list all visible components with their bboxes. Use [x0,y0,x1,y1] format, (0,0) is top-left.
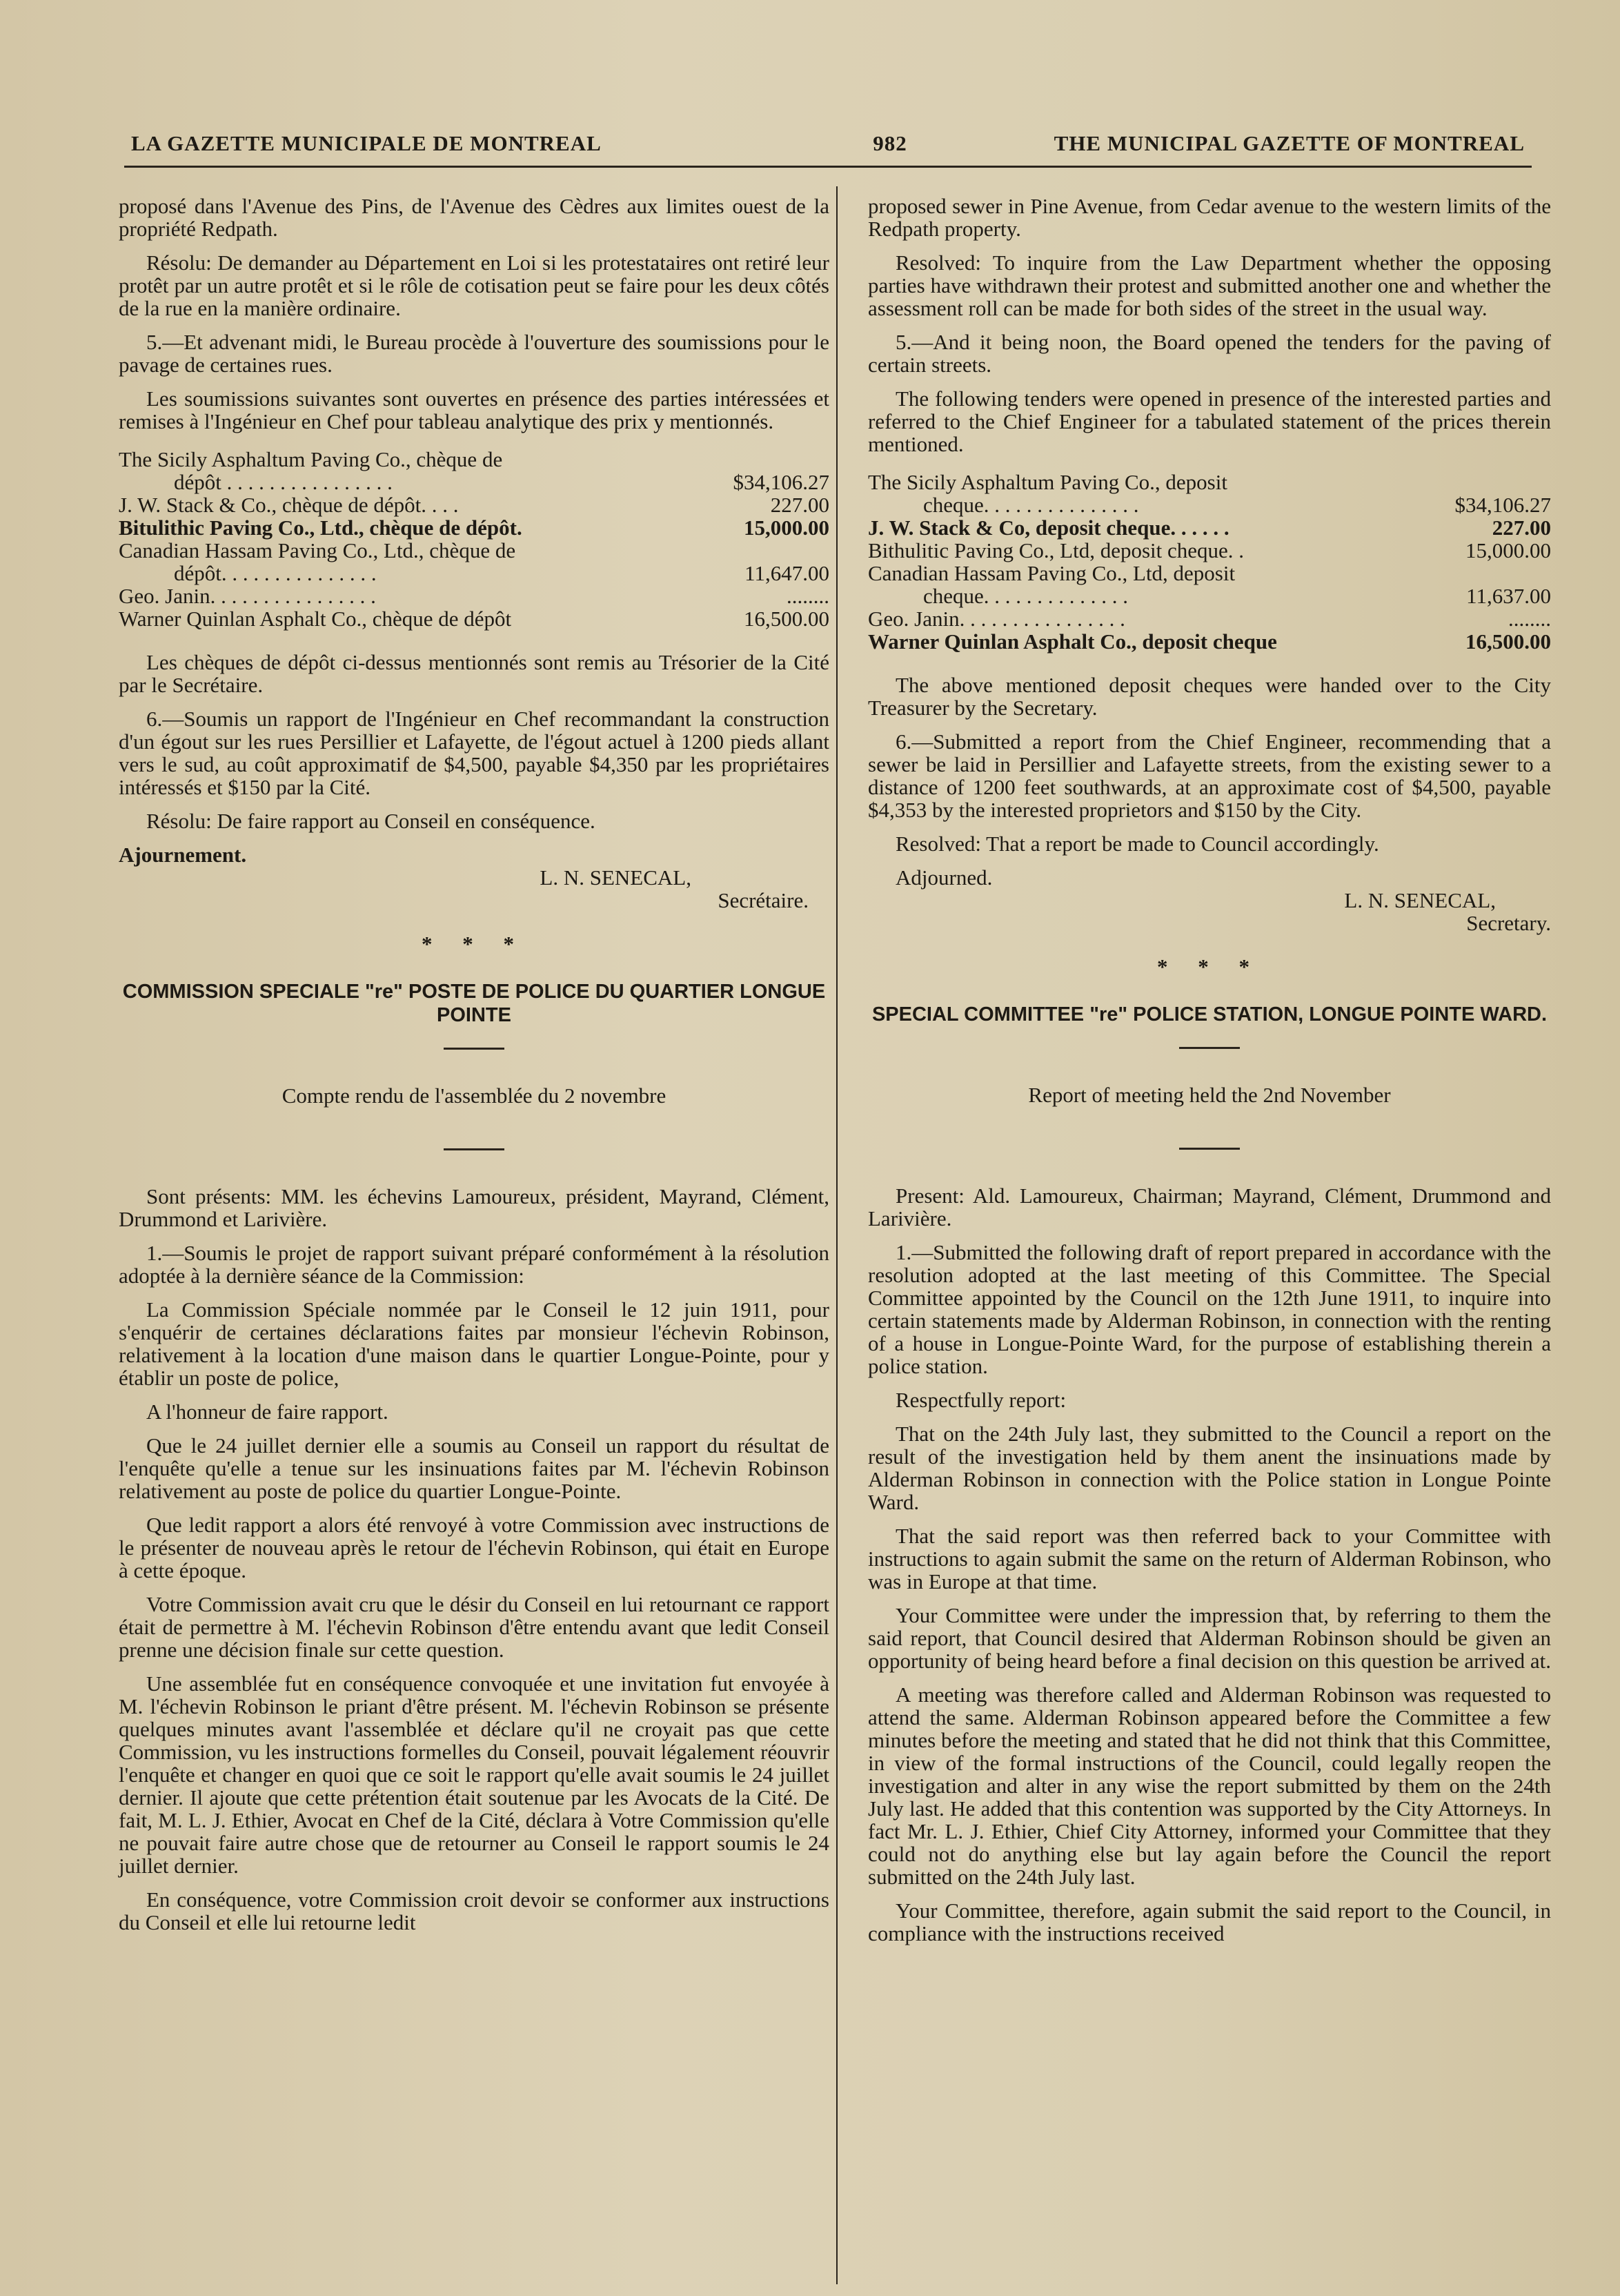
english-column [868,195,1551,1956]
tender-amount: $34,106.27 [733,470,829,494]
paragraph: Resolved: That a report be made to Council accordingly. [896,832,1379,856]
column-divider [836,186,838,2284]
tender-name: The Sicily Asphaltum Paving Co., deposit [868,470,1227,494]
paragraph: Que le 24 juillet dernier elle a soumis au Conseil un rapport du résultat de l'enquête qu'elle a tenue sur les insinuations faites par M. l'échevin Robinson relativement au poste de police du quartier Longue-Pointe. [119,1433,829,1503]
tender-name: Warner Quinlan Asphalt Co., deposit cheque [868,629,1277,654]
paragraph: The above mentioned deposit cheques were handed over to the City Treasurer by the Secretary. [868,673,1551,720]
section-heading: SPECIAL COMMITTEE "re" POLICE STATION, LONGUE POINTE WARD. [871,1003,1548,1026]
tender-name: J. W. Stack & Co, deposit cheque. . . . . . [868,516,1229,540]
tender-item [868,630,1551,653]
tender-amount: ........ [1508,607,1551,631]
tender-amount: 16,500.00 [744,607,829,631]
tender-name-cont: dépôt . . . . . . . . . . . . . . . . [174,470,393,494]
paragraph: Resolved: To inquire from the Law Department whether the opposing parties have withdrawn their protest and submitted another one and whether the assessment roll can be made for both sides of the street in the usual way. [868,251,1551,320]
adjournment: Ajournement. [119,843,247,867]
tender-amount: 15,000.00 [1465,538,1551,562]
divider [444,1148,504,1150]
signature-title: Secrétaire. [718,888,809,912]
paragraph: Present: Ald. Lamoureux, Chairman; Mayrand, Clément, Drummond and Larivière. [868,1184,1551,1230]
tender-amount: 15,000.00 [744,516,829,540]
tender-name: Canadian Hassam Paving Co., Ltd., chèque de [119,538,516,562]
tender-amount: ........ [787,584,829,608]
tender-item [868,516,1551,539]
paragraph: 5.—And it being noon, the Board opened the tenders for the paving of certain streets. [868,330,1551,377]
tender-item [868,562,1551,607]
tender-name: J. W. Stack & Co., chèque de dépôt. . . . [119,493,459,517]
paragraph: Que ledit rapport a alors été renvoyé à votre Commission avec instructions de le présenter de nouveau après le retour de l'échevin Robinson, qui était en Europe à cette époque. [119,1513,829,1582]
paragraph: That the said report was then referred back to your Committee with instructions to again submit the same on the return of Alderman Robinson, who was in Europe at that time. [868,1524,1551,1593]
paragraph: Votre Commission avait cru que le désir du Conseil en lui retournant ce rapport était de permettre à M. l'échevin Robinson d'être entendu avant que ledit Conseil prenne une décision finale sur cette question. [119,1592,829,1662]
tender-name-cont: cheque. . . . . . . . . . . . . . [923,584,1129,608]
meeting-record: Report of meeting held the 2nd November [1028,1083,1391,1107]
paragraph: 6.—Soumis un rapport de l'Ingénieur en Chef recommandant la construction d'un égout sur les rues Persillier et Lafayette, de l'égout actuel à 1200 pieds allant vers le sud, au coût approximatif de $4,500, payable $4,350 par les propriétaires intéressés et $150 par la Cité. [119,707,829,799]
paragraph: Résolu: De faire rapport au Conseil en conséquence. [146,809,595,833]
header-english-title: THE MUNICIPAL GAZETTE OF MONTREAL [1054,131,1525,155]
header-rule [124,166,1532,168]
header-french-title: LA GAZETTE MUNICIPALE DE MONTREAL [131,131,602,155]
paragraph: The following tenders were opened in presence of the interested parties and referred to the Chief Engineer for a tabulated statement of the prices therein mentioned. [868,386,1551,456]
tender-name: The Sicily Asphaltum Paving Co., chèque de [119,447,503,471]
signature-name: L. N. SENECAL, [1344,888,1496,912]
tender-amount: 227.00 [1492,516,1551,540]
tender-name: Bithulitic Paving Co., Ltd, deposit cheque. . [868,538,1245,562]
signature-name: L. N. SENECAL, [540,865,691,890]
tender-item [868,539,1551,562]
paragraph: Résolu: De demander au Département en Loi si les protestataires ont retiré leur protêt par un autre protêt et si le rôle de cotisation peut se faire pour les deux côtés de la rue en la manière ordinaire. [119,251,829,320]
paragraph: Your Committee were under the impression that, by referring to them the said report, that Council desired that Alderman Robinson should be given an opportunity of being heard before a final decision on this question be arrived at. [868,1603,1551,1673]
tender-item [119,585,829,607]
tender-list [868,471,1551,653]
section-stars: * * * [422,932,526,956]
paragraph: 5.—Et advenant midi, le Bureau procède à l'ouverture des soumissions pour le pavage de certaines rues. [119,330,829,377]
paragraph: Sont présents: MM. les échevins Lamoureux, président, Mayrand, Clément, Drummond et Larivière. [119,1184,829,1231]
paragraph: En conséquence, votre Commission croit devoir se conformer aux instructions du Conseil et elle lui retourne ledit [119,1887,829,1934]
tender-item [119,539,829,585]
tender-name: Bitulithic Paving Co., Ltd., chèque de dépôt. [119,516,522,540]
tender-amount: 11,637.00 [1466,584,1551,608]
tender-amount: $34,106.27 [1454,493,1551,517]
tender-name: Canadian Hassam Paving Co., Ltd, deposit [868,561,1236,585]
section-heading: COMMISSION SPECIALE "re" POSTE DE POLICE DU QUARTIER LONGUE POINTE [122,981,826,1026]
meeting-record: Compte rendu de l'assemblée du 2 novembre [281,1083,666,1108]
paragraph: La Commission Spéciale nommée par le Conseil le 12 juin 1911, pour s'enquérir de certaines déclarations faites par monsieur l'échevin Robinson, relativement à la location d'une maison dans le quartier Longue-Pointe, pour y établir un poste de police, [119,1297,829,1390]
paragraph: 1.—Soumis le projet de rapport suivant préparé conformément à la résolution adoptée à la dernière séance de la Commission: [119,1241,829,1288]
tender-name-cont: cheque. . . . . . . . . . . . . . . [923,493,1139,517]
section-stars: * * * [1157,954,1262,979]
tender-item [119,448,829,493]
tender-amount: 16,500.00 [1465,629,1551,654]
tender-item [119,607,829,630]
tender-amount: 227.00 [770,493,829,517]
tender-item [868,471,1551,516]
page-header [131,131,1525,166]
page-number: 982 [873,131,907,155]
tender-item [868,607,1551,630]
paragraph: 6.—Submitted a report from the Chief Engineer, recommending that a sewer be laid in Persillier and Lafayette streets, from the existing sewer to a distance of 1200 feet southwards, at an approximate cost of $4,500, payable $4,353 by the interested proprietors and $150 by the City. [868,729,1551,822]
french-column [119,195,829,1945]
divider [1179,1047,1240,1049]
adjournment: Adjourned. [896,865,993,890]
tender-name: Warner Quinlan Asphalt Co., chèque de dépôt [119,607,512,631]
divider [444,1048,504,1050]
paragraph: proposé dans l'Avenue des Pins, de l'Avenue des Cèdres aux limites ouest de la propriété Redpath. [119,194,829,241]
paragraph: Les chèques de dépôt ci-dessus mentionnés sont remis au Trésorier de la Cité par le Secrétaire. [119,650,829,697]
tender-list [119,448,829,630]
tender-item [119,493,829,516]
tender-amount: 11,647.00 [744,561,829,585]
divider [1179,1148,1240,1150]
paragraph: Your Committee, therefore, again submit the said report to the Council, in compliance with the instructions received [868,1898,1551,1945]
paragraph: Les soumissions suivantes sont ouvertes en présence des parties intéressées et remises à l'Ingénieur en Chef pour tableau analytique des prix y mentionnés. [119,386,829,433]
paragraph: Respectfully report: [896,1388,1067,1412]
paragraph: Une assemblée fut en conséquence convoquée et une invitation fut envoyée à M. l'échevin Robinson le priant d'être présent. M. l'échevin Robinson se présente quelques minutes avant l'assemblée et déclare qu'il ne croyait pas que cette Commission, vu les instructions formelles du Conseil, pouvait légalement réouvrir l'enquête et changer en quoi que ce soit le rapport qu'elle avait soumis le 24 juillet dernier. Il ajoute que cette prétention était soutenue par les Avocats de la Cité. De fait, M. L. J. Ethier, Avocat en Chef de la Cité, déclara à Votre Commission qu'elle ne pouvait faire autre chose que de retourner au Conseil le rapport soumis le 24 juillet dernier. [119,1671,829,1878]
paragraph: 1.—Submitted the following draft of report prepared in accordance with the resolution adopted at the last meeting of this Committee. The Special Committee appointed by the Council on the 12th June 1911, to inquire into certain statements made by Alderman Robinson, in connection with the renting of a house in Longue-Pointe Ward, for the purpose of establishing therein a police station. [868,1240,1551,1378]
paragraph: A meeting was therefore called and Alderman Robinson was requested to attend the same. Alderman Robinson appeared before the Committee a few minutes before the meeting and stated that he did not think that this Committee, in view of the formal instructions of the Council, could legally reopen the investigation and alter in any wise the report submitted by them on the 24th July last. He added that this contention was supported by the City Attorneys. In fact Mr. L. J. Ethier, Chief City Attorney, informed your Committee that they could not do anything else but lay again before the Council the report submitted on the 24th July last. [868,1682,1551,1889]
signature-title: Secretary. [1466,911,1551,935]
paragraph: proposed sewer in Pine Avenue, from Cedar avenue to the western limits of the Redpath property. [868,194,1551,241]
tender-item [119,516,829,539]
tender-name: Geo. Janin. . . . . . . . . . . . . . . . [119,584,376,608]
tender-name-cont: dépôt. . . . . . . . . . . . . . . [174,561,377,585]
tender-name: Geo. Janin. . . . . . . . . . . . . . . . [868,607,1125,631]
paragraph: A l'honneur de faire rapport. [146,1400,388,1424]
paragraph: That on the 24th July last, they submitted to the Council a report on the result of the investigation held by them anent the insinuations made by Alderman Robinson in connection with the Police station in Longue Pointe Ward. [868,1422,1551,1514]
